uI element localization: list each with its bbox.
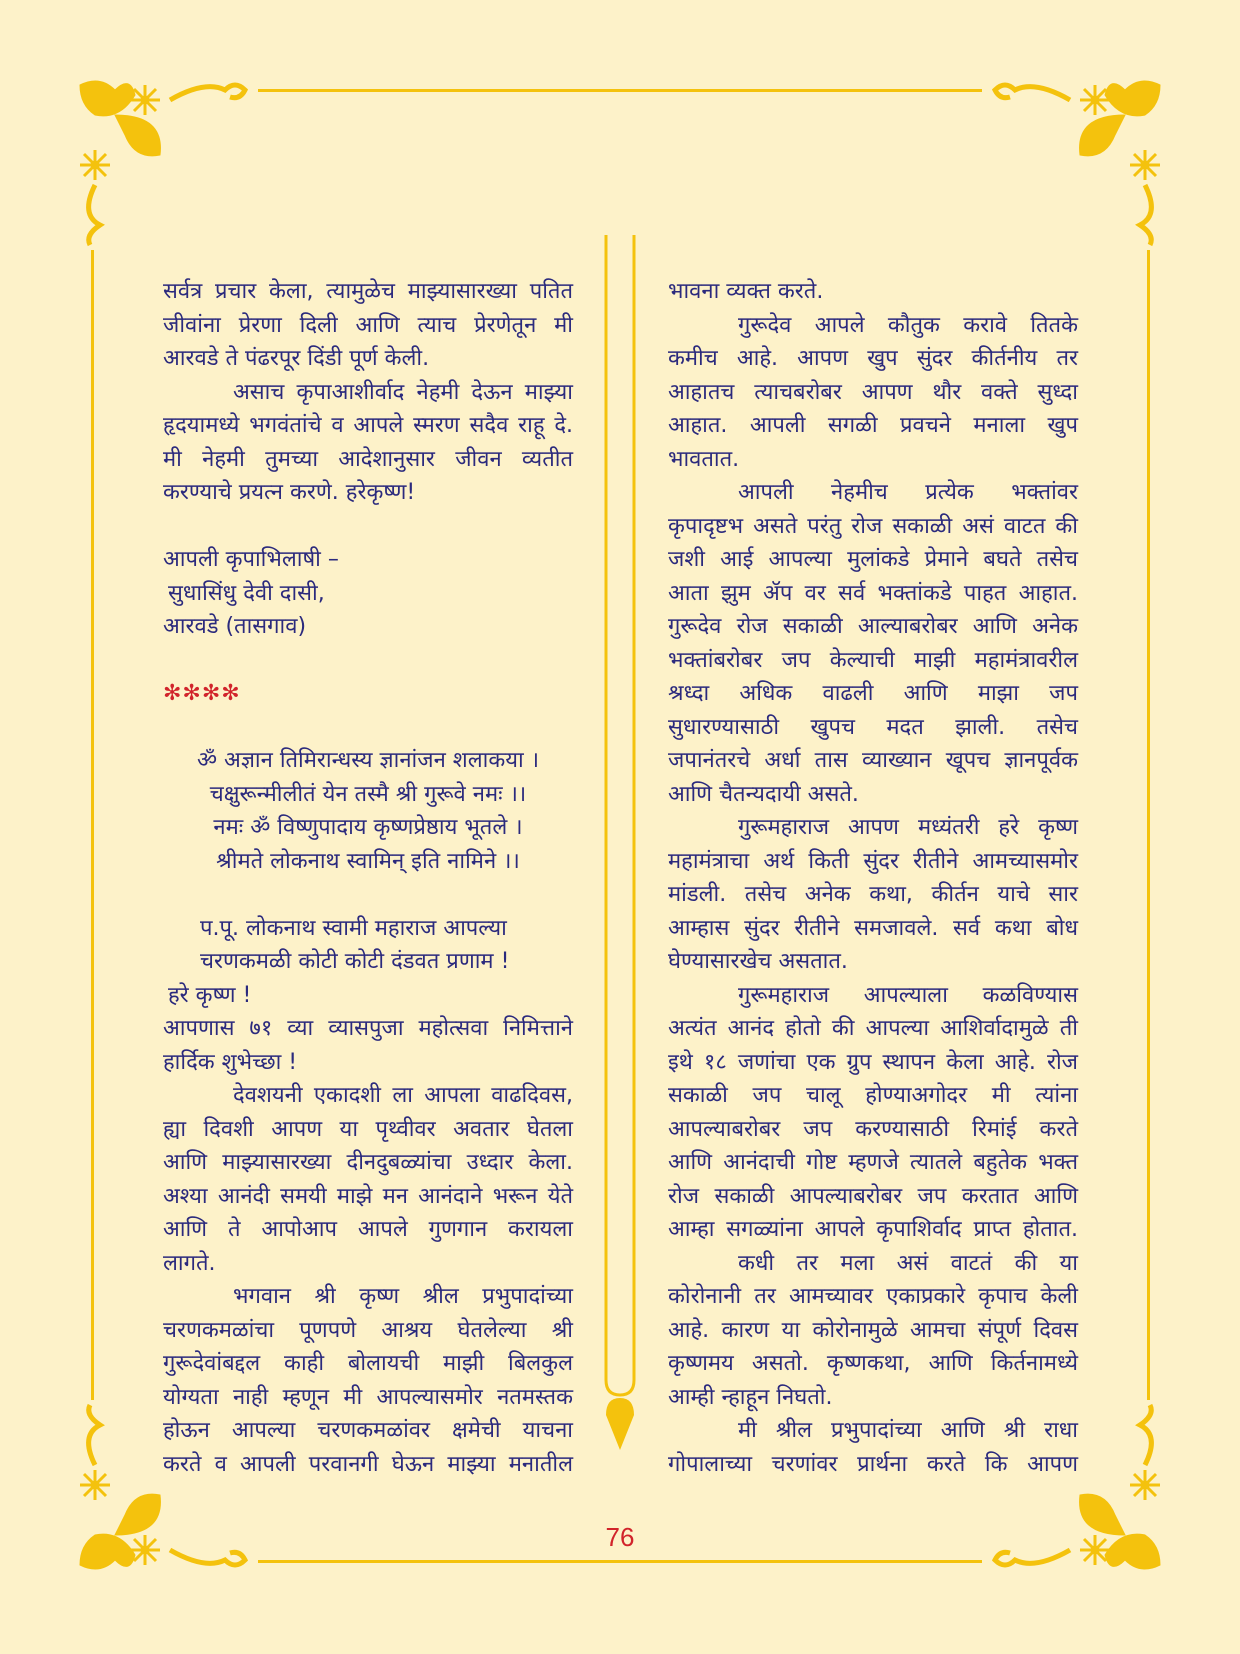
text-line: कृपादृष्टभ असते परंतु रोज सकाळी असं वाटत की: [668, 513, 1078, 539]
text-line: लागते.: [163, 1250, 216, 1276]
text-line: श्रध्दा अधिक वाढली आणि माझा जप: [668, 681, 1078, 706]
text-line: गोपालाच्या चरणांवर प्रार्थना करते कि आपण: [668, 1451, 1078, 1477]
text-line: मी श्रील प्रभुपादांच्या आणि श्री राधा: [738, 1418, 1078, 1443]
text-line: घेण्यासारखेच असतात.: [668, 949, 848, 974]
text-line: असाच कृपाआशीर्वाद नेहमी देऊन माझ्या: [233, 379, 573, 405]
text-line: रोज सकाळी आपल्याबरोबर जप करतात आणि: [668, 1183, 1078, 1209]
text-line: आपणास ७१ व्या व्यासपुजा महोत्सवा निमित्ताने: [163, 1016, 573, 1041]
text-line: गुरूदेवांबद्दल काही बोलायची माझी बिलकुल: [163, 1351, 573, 1376]
text-line: सर्वत्र प्रचार केला, त्यामुळेच माझ्यासारख्या पतित: [163, 279, 573, 304]
text-line: हार्दिक शुभेच्छा !: [163, 1049, 298, 1075]
shloka-line: ॐ अज्ञान तिमिरान्धस्य ज्ञानांजन शलाकया ।: [196, 748, 540, 773]
text-line: आता झुम ॲप वर सर्व भक्तांकडे पाहत आहात.: [668, 580, 1078, 606]
column-divider: [598, 235, 642, 1460]
shloka-line: नमः ॐ विष्णुपादाय कृष्णप्रेष्ठाय भूतले ।: [213, 815, 523, 840]
left-column: [163, 275, 573, 1481]
text-line: आम्हा सगळ्यांना आपले कृपाशिर्वाद प्राप्त होतात.: [668, 1217, 1078, 1242]
text-line: गुरूदेव रोज सकाळी आल्याबरोबर आणि अनेक: [668, 614, 1078, 639]
text-line: सकाळी जप चालू होण्याअगोदर मी त्यांना: [668, 1083, 1078, 1108]
text-line: आहातच त्याचबरोबर आपण थौर वक्ते सुध्दा: [668, 379, 1078, 405]
corner-ornament-icon: [975, 75, 1165, 250]
text-line: अश्या आनंदी समयी माझे मन आनंदाने भरून येते: [163, 1183, 573, 1209]
text-line: जशी आई आपल्या मुलांकडे प्रेमाने बघते तसेच: [668, 547, 1078, 572]
text-line: अत्यंत आनंद होतो की आपल्या आशिर्वादामुळे ती: [668, 1016, 1078, 1041]
corner-ornament-icon: [75, 75, 265, 250]
border-right-line: [1147, 250, 1150, 1400]
text-line: आणि माझ्यासारख्या दीनदुबळ्यांचा उध्दार केला.: [163, 1150, 573, 1175]
text-line: कमीच आहे. आपण खुप सुंदर कीर्तनीय तर: [668, 346, 1078, 371]
text-line: आरवडे ते पंढरपूर दिंडी पूर्ण केली.: [163, 346, 430, 371]
salutation-line: चरणकमळी कोटी कोटी दंडवत प्रणाम !: [200, 949, 510, 974]
text-line: सुधारण्यासाठी खुपच मदत झाली. तसेच: [668, 714, 1078, 740]
border-top-line: [258, 89, 982, 92]
border-left-line: [91, 250, 94, 1400]
text-line: कधी तर मला असं वाटतं की या: [738, 1250, 1078, 1276]
text-line: हृदयामध्ये भगवंतांचे व आपले स्मरण सदैव राहू दे.: [163, 413, 573, 438]
text-line: आहात. आपली सगळी प्रवचने मनाला खुप: [668, 413, 1078, 438]
text-line: गुरूमहाराज आपल्याला कळविण्यास: [738, 982, 1078, 1008]
text-line: ह्या दिवशी आपण या पृथ्वीवर अवतार घेतला: [163, 1116, 573, 1142]
text-line: करण्याचे प्रयत्न करणे. हरेकृष्ण!: [163, 480, 416, 505]
text-line: आम्हास सुंदर रीतीने समजावले. सर्व कथा बोध: [668, 915, 1078, 941]
salutation-line: प.पू. लोकनाथ स्वामी महाराज आपल्या: [200, 915, 507, 941]
right-column: [668, 275, 1078, 1481]
text-line: आणि चैतन्यदायी असते.: [668, 781, 859, 807]
text-line: भगवान श्री कृष्ण श्रील प्रभुपादांच्या: [233, 1284, 573, 1309]
text-line: कृष्णमय असतो. कृष्णकथा, आणि किर्तनामध्ये: [668, 1351, 1078, 1376]
text-line: चरणकमळांचा पूणपणे आश्रय घेतलेल्या श्री: [163, 1317, 573, 1343]
signature-place: आरवडे (तासगाव): [163, 614, 307, 639]
text-line: योग्यता नाही म्हणून मी आपल्यासमोर नतमस्तक: [163, 1384, 573, 1410]
text-line: भक्तांबरोबर जप केल्याची माझी महामंत्रावरील: [668, 647, 1078, 673]
text-line: भावना व्यक्त करते.: [668, 279, 824, 304]
text-line: भावतात.: [668, 446, 740, 472]
page-number: 76: [605, 1522, 635, 1552]
shloka-line: श्रीमते लोकनाथ स्वामिन् इति नामिने ।।: [216, 848, 520, 874]
text-line: मी नेहमी तुमच्या आदेशानुसार जीवन व्यतीत: [163, 446, 573, 472]
shloka-line: चक्षुरून्मीलीतं येन तस्मै श्री गुरूवे नमः ।।: [209, 781, 527, 807]
text-line: जपानंतरचे अर्धा तास व्याख्यान खूपच ज्ञानपूर्वक: [668, 748, 1078, 773]
text-line: महामंत्राचा अर्थ किती सुंदर रीतीने आमच्यासमोर: [668, 848, 1078, 874]
signature-name: सुधासिंधु देवी दासी,: [168, 580, 325, 606]
text-line: गुरूदेव आपले कौतुक करावे तितके: [738, 312, 1078, 338]
text-line: आणि आनंदाची गोष्ट म्हणजे त्यातले बहुतेक भक्त: [668, 1150, 1078, 1175]
signature-line: आपली कृपाभिलाषी –: [163, 547, 339, 572]
border-bottom-line: [258, 1560, 982, 1563]
text-line: आहे. कारण या कोरोनामुळे आमचा संपूर्ण दिवस: [668, 1317, 1078, 1343]
greeting: हरे कृष्ण !: [168, 982, 252, 1008]
text-line: जीवांना प्रेरणा दिली आणि त्याच प्रेरणेतून मी: [163, 312, 573, 338]
text-line: गुरूमहाराज आपण मध्यंतरी हरे कृष्ण: [738, 815, 1078, 840]
text-line: होऊन आपल्या चरणकमळांवर क्षमेची याचना: [163, 1418, 573, 1443]
text-line: आपल्याबरोबर जप करण्यासाठी रिमांई करते: [668, 1116, 1078, 1142]
section-separator: ✻✻✻✻: [163, 681, 241, 706]
text-line: देवशयनी एकादशी ला आपला वाढदिवस,: [233, 1083, 573, 1108]
text-line: मांडली. तसेच अनेक कथा, कीर्तन याचे सार: [668, 882, 1078, 907]
text-line: आणि ते आपोआप आपले गुणगान करायला: [163, 1217, 573, 1242]
text-line: आपली नेहमीच प्रत्येक भक्तांवर: [738, 480, 1078, 505]
text-line: इथे १८ जणांचा एक ग्रुप स्थापन केला आहे. रोज: [668, 1049, 1078, 1075]
text-line: कोरोनानी तर आमच्यावर एकाप्रकारे कृपाच केली: [668, 1284, 1078, 1309]
text-line: आम्ही न्हाहून निघतो.: [668, 1384, 833, 1410]
text-line: करते व आपली परवानगी घेऊन माझ्या मनातील: [163, 1451, 573, 1477]
